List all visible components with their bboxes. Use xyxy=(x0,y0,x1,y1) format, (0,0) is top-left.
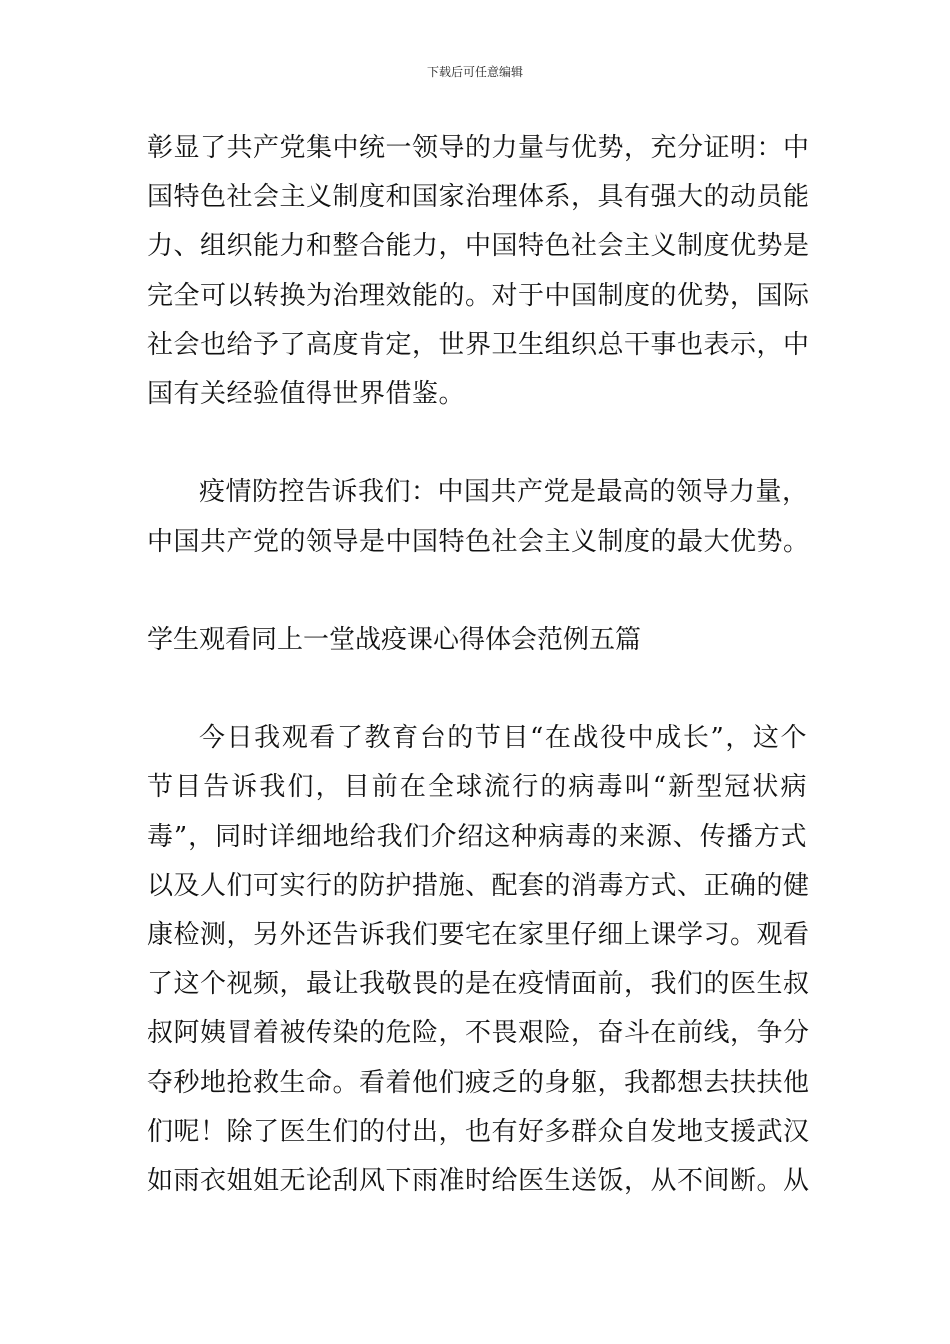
text-line: 国特色社会主义制度和国家治理体系，具有强大的动员能 xyxy=(147,182,810,213)
paragraph-spacer xyxy=(147,665,807,714)
text-line: 疫情防控告诉我们：中国共产党是最高的领导力量， xyxy=(199,477,809,508)
text-line: 叔阿姨冒着被传染的危险，不畏艰险，奋斗在前线，争分 xyxy=(147,1018,810,1049)
paragraph-spacer xyxy=(147,567,807,616)
text-line: 毒”，同时详细地给我们介绍这种病毒的来源、传播方式 xyxy=(147,821,807,852)
page-header-note: 下载后可任意编辑 xyxy=(426,65,523,79)
paragraph-1 xyxy=(147,124,810,419)
paragraph-2 xyxy=(147,468,810,566)
paragraph-spacer xyxy=(147,419,807,468)
text-line: 社会也给予了高度肯定，世界卫生组织总干事也表示，中 xyxy=(147,329,810,360)
text-line: 夺秒地抢救生命。看着他们疲乏的身躯，我都想去扶扶他 xyxy=(147,1067,810,1098)
text-line: 今日我观看了教育台的节目“在战役中成长”，这个 xyxy=(199,723,807,754)
text-line: 了这个视频，最让我敬畏的是在疫情面前，我们的医生叔 xyxy=(147,969,810,1000)
text-line: 中国共产党的领导是中国特色社会主义制度的最大优势。 xyxy=(147,526,810,557)
text-line: 康检测，另外还告诉我们要宅在家里仔细上课学习。观看 xyxy=(147,920,810,950)
document-body xyxy=(147,124,810,1206)
text-line: 完全可以转换为治理效能的。对于中国制度的优势，国际 xyxy=(147,280,810,311)
paragraph-3 xyxy=(147,714,810,1206)
section-title: 学生观看同上一堂战疫课心得体会范例五篇 xyxy=(147,624,642,655)
text-line: 节目告诉我们，目前在全球流行的病毒叫“新型冠状病 xyxy=(147,772,807,803)
text-line: 彰显了共产党集中统一领导的力量与优势，充分证明：中 xyxy=(147,133,810,163)
text-line: 力、组织能力和整合能力，中国特色社会主义制度优势是 xyxy=(147,231,810,262)
text-line: 们呢！除了医生们的付出，也有好多群众自发地支援武汉 xyxy=(147,1116,810,1147)
text-line: 国有关经验值得世界借鉴。 xyxy=(147,378,466,409)
text-line: 如雨衣姐姐无论刮风下雨准时给医生送饭，从不间断。从 xyxy=(147,1165,810,1196)
text-line: 以及人们可实行的防护措施、配套的消毒方式、正确的健 xyxy=(147,870,810,901)
